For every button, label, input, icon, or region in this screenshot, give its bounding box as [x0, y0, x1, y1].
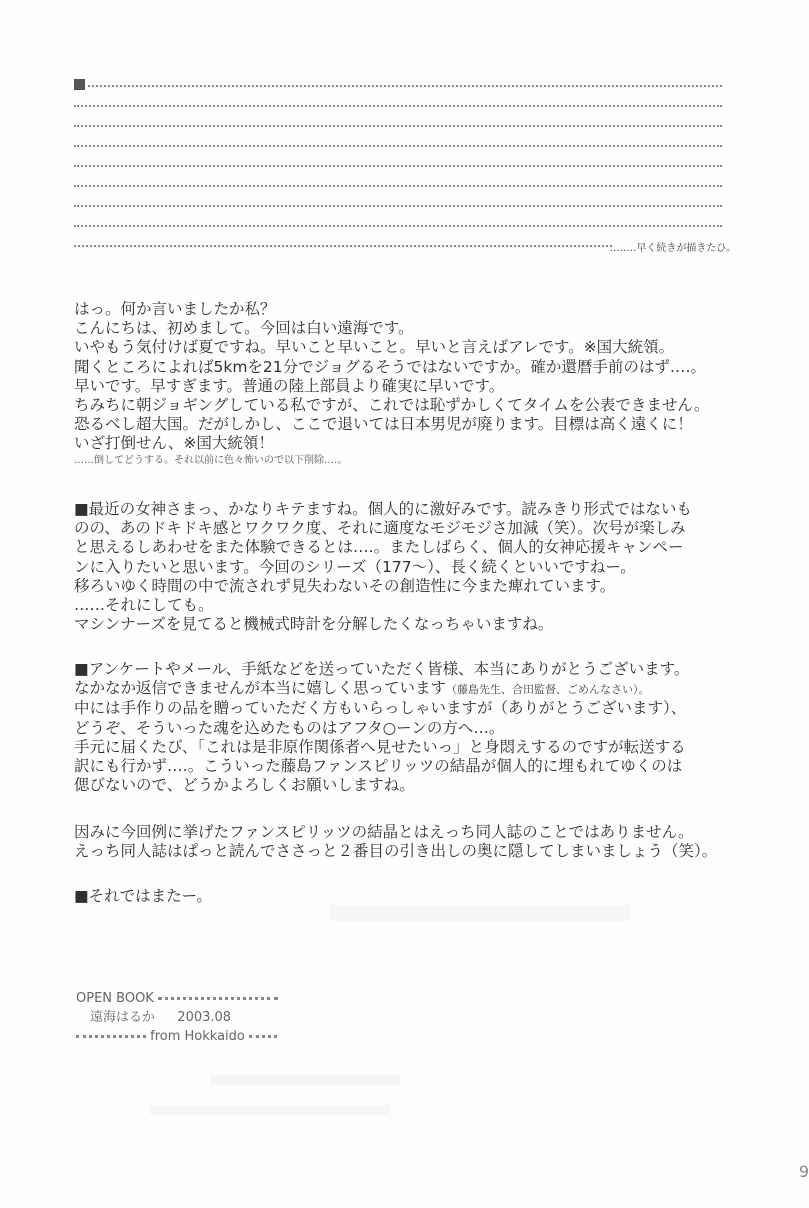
- text-line: 恐るべし超大国。だがしかし、ここで退いては日本男児が廃ります。目標は高く遠くに！: [74, 415, 693, 434]
- square-bullet-icon: [74, 79, 85, 90]
- dotted-line: [74, 196, 722, 216]
- dotted-line: [74, 176, 722, 196]
- dotted-line: [74, 236, 736, 256]
- credits-block: [76, 990, 278, 1047]
- text-line-main: なかなか返信できませんが本当に嬉しく思っています: [74, 679, 447, 698]
- closing-line: ■それではまたー。: [74, 887, 213, 905]
- text-line: どうぞ、そういった魂を込めたものはアフタ○ーンの方へ…。: [74, 718, 505, 737]
- text-line: ■最近の女神さまっ、かなりキテますね。個人的に激好みです。読みきり形式ではないも: [74, 500, 692, 518]
- text-line: 中には手作りの品を贈っていただく方もいらっしゃいますが（ありがとうございます）、: [74, 699, 687, 718]
- dotted-leader: [249, 1035, 277, 1038]
- bleed-through-mark: [330, 905, 630, 921]
- postscript-section: [74, 823, 764, 861]
- thanks-section: [74, 660, 764, 795]
- text-line: ■アンケートやメール、手紙などを送っていただく皆様、本当にありがとうございます。: [74, 660, 690, 678]
- text-line: 手元に届くたび、「これは是非原作関係者へ見せたいっ」と身悶えするのですが転送する: [74, 737, 686, 756]
- text-line: 因みに今回例に挙げたファンスピリッツの結晶とはえっち同人誌のことではありません。: [74, 823, 694, 841]
- text-line: こんにちは、初めまして。今回は白い遠海です。: [74, 319, 414, 338]
- dotted-line: [74, 156, 722, 176]
- text-line: ……それにしても。: [74, 596, 214, 615]
- text-line: マシンナーズを見てると機械式時計を分解したくなっちゃいますね。: [74, 615, 554, 634]
- text-line: のの、あのドキドキ感とワクワク度、それに適度なモジモジさ加減（笑）。次号が楽しみ: [74, 519, 686, 538]
- dotted-leader: [76, 1035, 146, 1038]
- text-line: いざ打倒せん、※国大統領！: [74, 434, 274, 453]
- text-line: はっ。何か言いましたか私？: [74, 300, 276, 318]
- book-title: OPEN BOOK: [76, 991, 154, 1006]
- small-aside: ……倒してどうする。それ以前に色々怖いので以下削除‥‥。: [74, 454, 348, 466]
- dotted-lines-block: [74, 76, 736, 256]
- dotted-leader: [158, 997, 278, 1000]
- text-line: 訳にも行かず‥‥。こういった藤島ファンスピリッツの結晶が個人的に埋もれてゆくのは: [74, 757, 683, 776]
- bleed-through-mark: [210, 1075, 400, 1085]
- text-line: と思えるしあわせをまた体験できるとは‥‥。またしばらく、個人的女神応援キャンペー: [74, 538, 684, 557]
- dotted-line: [74, 116, 722, 136]
- megami-section: [74, 500, 764, 634]
- credits-author-row: [76, 1009, 278, 1028]
- text-line: 移ろいゆく時間の中で流されず見失わないその創造性に今また痺れています。: [74, 576, 616, 595]
- intro-section: [74, 300, 764, 467]
- text-line: ンに入りたいと思います。今回のシリーズ（177～）、長く続くといいですねー。: [74, 557, 636, 576]
- credits-title-row: [76, 990, 278, 1009]
- text-line: いやもう気付けば夏ですね。早いこと早いこと。早いと言えばアレです。※国大統領。: [74, 338, 675, 357]
- dotted-line: [74, 76, 722, 96]
- text-line: ちみちに朝ジョギングしている私ですが、これでは恥ずかしくてタイムを公表できません。: [74, 396, 710, 415]
- dotted-line: [74, 136, 722, 156]
- text-line: えっち同人誌はぱっと読んでささっと２番目の引き出しの奥に隠してしまいましょう（笑）。: [74, 842, 718, 861]
- page-number: 9: [798, 1162, 809, 1181]
- note-tail: ‥‥‥‥早く続きが描きたひ。: [609, 243, 736, 254]
- text-line: 早いです。早すぎます。普通の陸上部員より確実に早いです。: [74, 376, 505, 395]
- inline-aside: （藤島先生、合田監督、ごめんなさい）。: [446, 683, 650, 697]
- text-line: [74, 679, 764, 699]
- author-name: 遠海はるか: [90, 1010, 156, 1025]
- text-line: 聞くところによれば5kmを21分でジョグるそうではないですか。確か還暦手前のはず‥‥。: [74, 357, 707, 376]
- dotted-line: [74, 96, 722, 116]
- closing-section: [74, 887, 764, 906]
- from-location: from Hokkaido: [150, 1029, 245, 1044]
- bleed-through-mark: [150, 1105, 390, 1115]
- dotted-line: [74, 216, 722, 236]
- publish-date: 2003.08: [177, 1010, 232, 1025]
- credits-from-row: [76, 1028, 278, 1047]
- text-line: 偲びないので、どうかよろしくお願いしますね。: [74, 776, 415, 795]
